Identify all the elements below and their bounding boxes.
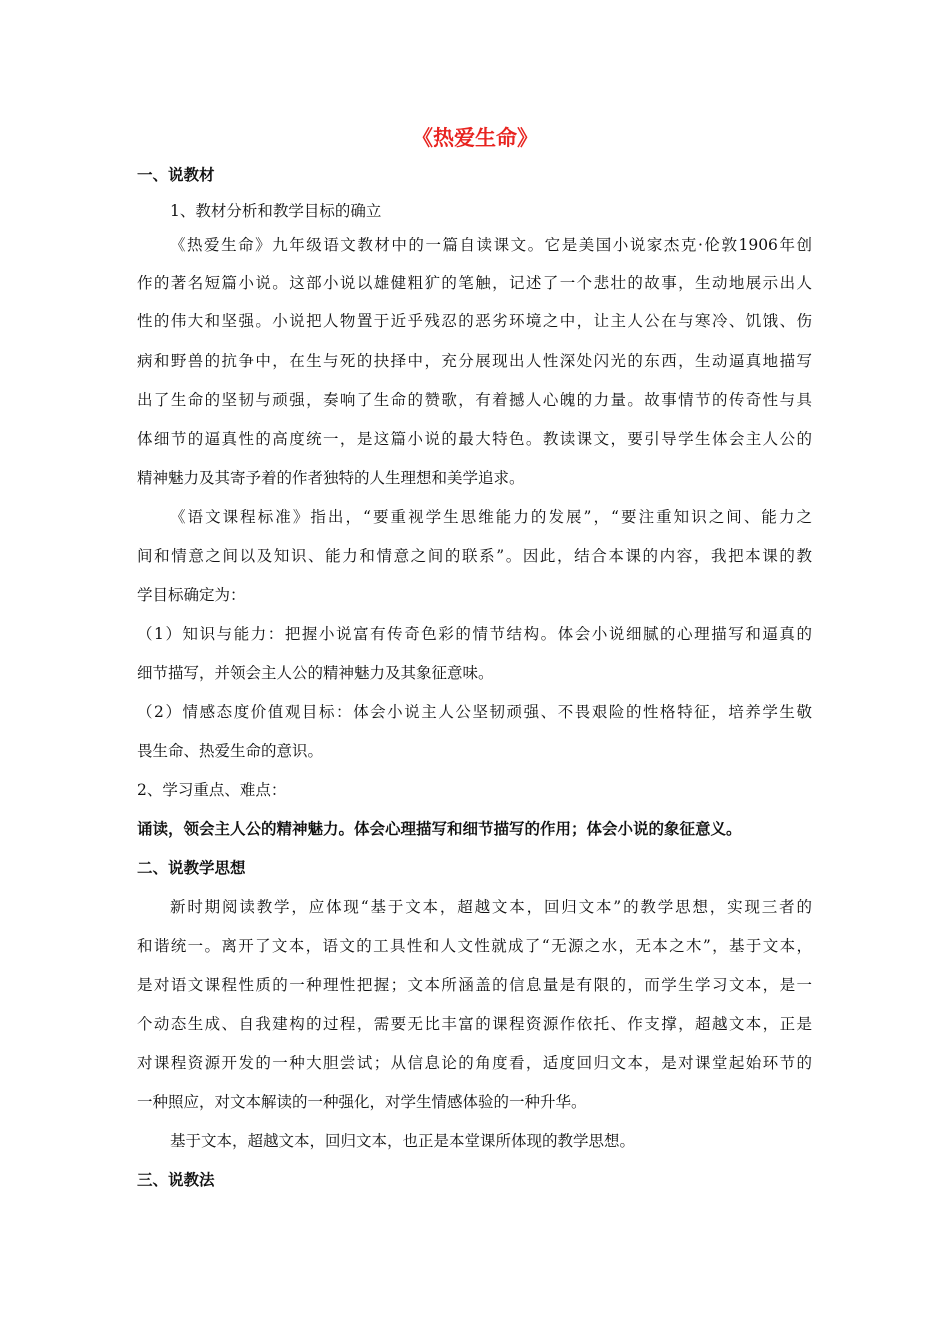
paragraph-line: 是对语文课程性质的一种理性把握；文本所涵盖的信息量是有限的，而学生学习文本，是一: [137, 976, 812, 994]
section-heading-teaching-method: 三、说教法: [137, 1170, 215, 1189]
paragraph-line: 个动态生成、自我建构的过程，需要无比丰富的课程资源作依托、作支撑，超越文本，正是: [137, 1015, 812, 1033]
paragraph-line: 病和野兽的抗争中，在生与死的抉择中，充分展现出人性深处闪光的东西，生动逼真地描写: [137, 352, 812, 370]
goal-knowledge-line: 细节描写，并领会主人公的精神魅力及其象征意味。: [137, 664, 494, 682]
document-title: 《热爱生命》: [412, 125, 538, 150]
key-points-text: 诵读，领会主人公的精神魅力。体会心理描写和细节描写的作用；体会小说的象征意义。: [137, 819, 742, 838]
paragraph-line: 和谐统一。离开了文本，语文的工具性和人文性就成了“无源之水，无本之木”，基于文本，: [137, 937, 812, 955]
paragraph-line: 《热爱生命》九年级语文教材中的一篇自读课文。它是美国小说家杰克·伦敦1906年创: [170, 236, 812, 254]
section-heading-teaching-material: 一、说教材: [137, 165, 215, 184]
paragraph-line: 性的伟大和坚强。小说把人物置于近乎残忍的恶劣环境之中，让主人公在与寒冷、饥饿、伤: [137, 312, 812, 330]
paragraph-line: 《语文课程标准》指出，“要重视学生思维能力的发展”，“要注重知识之间、能力之: [170, 508, 812, 526]
paragraph-line: 作的著名短篇小说。这部小说以雄健粗犷的笔触，记述了一个悲壮的故事，生动地展示出人: [137, 274, 812, 292]
subheading-key-points: 2、学习重点、难点：: [137, 781, 287, 799]
goal-emotion-line: 畏生命、热爱生命的意识。: [137, 742, 324, 760]
paragraph-line: 一种照应，对文本解读的一种强化，对学生情感体验的一种升华。: [137, 1093, 587, 1111]
goal-knowledge-line: （1）知识与能力：把握小说富有传奇色彩的情节结构。体会小说细腻的心理描写和逼真的: [137, 625, 812, 643]
paragraph-line: 精神魅力及其寄予着的作者独特的人生理想和美学追求。: [137, 469, 525, 487]
subheading-analysis-goals: 1、教材分析和教学目标的确立: [170, 202, 382, 220]
section-heading-teaching-philosophy: 二、说教学思想: [137, 858, 246, 877]
paragraph-line: 出了生命的坚韧与顽强，奏响了生命的赞歌，有着撼人心魄的力量。故事情节的传奇性与具: [137, 391, 812, 409]
paragraph-line: 学目标确定为：: [137, 586, 246, 604]
paragraph-line: 基于文本，超越文本，回归文本，也正是本堂课所体现的教学思想。: [170, 1132, 636, 1150]
paragraph-line: 新时期阅读教学，应体现“基于文本，超越文本，回归文本”的教学思想，实现三者的: [170, 898, 812, 916]
paragraph-line: 体细节的逼真性的高度统一，是这篇小说的最大特色。教读课文，要引导学生体会主人公的: [137, 430, 812, 448]
paragraph-line: 间和情意之间以及知识、能力和情意之间的联系”。因此，结合本课的内容，我把本课的教: [137, 547, 812, 565]
paragraph-line: 对课程资源开发的一种大胆尝试；从信息论的角度看，适度回归文本，是对课堂起始环节的: [137, 1054, 812, 1072]
goal-emotion-line: （2）情感态度价值观目标：体会小说主人公坚韧顽强、不畏艰险的性格特征，培养学生敬: [137, 703, 812, 721]
